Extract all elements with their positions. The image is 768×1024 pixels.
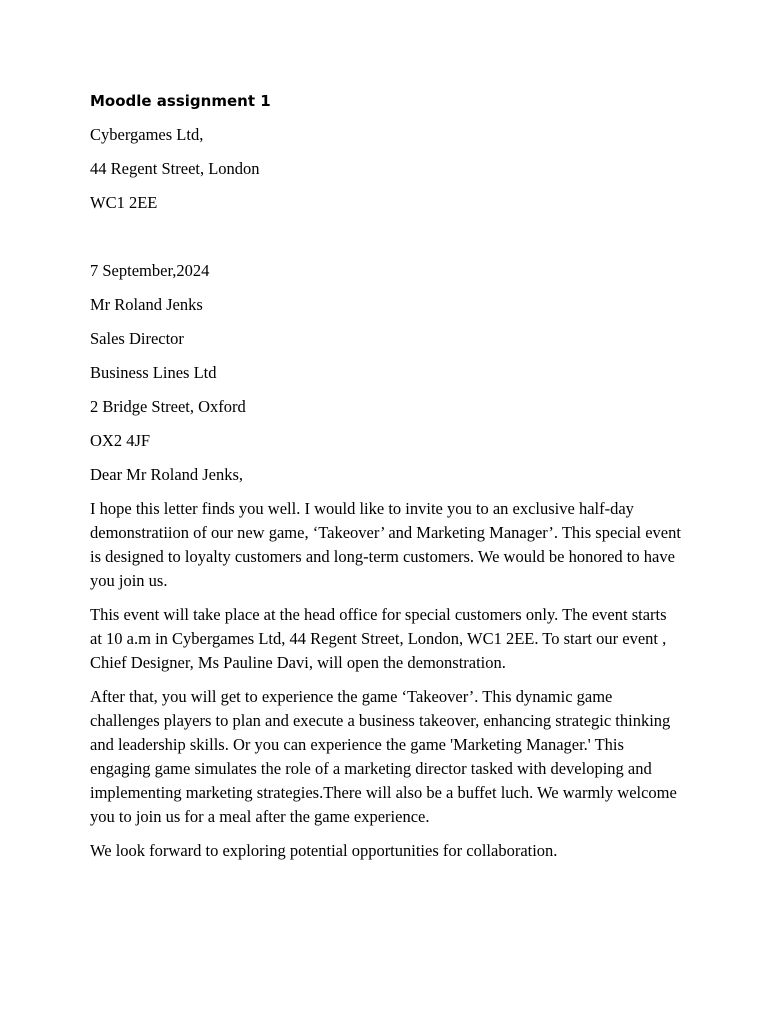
sender-company: Cybergames Ltd, (90, 125, 204, 144)
salutation: Dear Mr Roland Jenks, (90, 465, 244, 484)
paragraph-event-details: This event will take place at the head office for special customers only. The event starts at 10 a.m in Cybergames Ltd, 44 Regent Street, London, WC1 2EE. To start our event , Chief Designer, Ms Pauline Davi, will open the demonstration. (90, 605, 667, 672)
recipient-company: Business Lines Ltd (90, 363, 217, 382)
letter-body (90, 89, 682, 873)
paragraph-games: After that, you will get to experience the game ‘Takeover’. This dynamic game challenges players to plan and execute a business takeover, enhancing strategic thinking and leadership skills. Or you can experience the game 'Marketing Manager.' This engaging game simulates the role of a marketing director tasked with developing and implementing marketing strategies.There will also be a buffet luch. We warmly welcome you to join us for a meal after the game experience. (90, 687, 677, 826)
sender-postcode: WC1 2EE (90, 193, 158, 212)
recipient-postcode: OX2 4JF (90, 431, 151, 450)
sender-street: 44 Regent Street, London (90, 159, 260, 178)
document-heading: Moodle assignment 1 (90, 92, 271, 110)
letter-date: 7 September,2024 (90, 261, 210, 280)
recipient-name: Mr Roland Jenks (90, 295, 203, 314)
paragraph-invitation: I hope this letter finds you well. I would like to invite you to an exclusive half-day demonstratiion of our new game, ‘Takeover’ and Marketing Manager’. This special event is designed to loyalty customers and long-term customers. We would be honored to have you join us. (90, 499, 681, 590)
blank-line (90, 225, 682, 259)
recipient-title: Sales Director (90, 329, 184, 348)
recipient-street: 2 Bridge Street, Oxford (90, 397, 246, 416)
paragraph-closing: We look forward to exploring potential opportunities for collaboration. (90, 841, 558, 860)
